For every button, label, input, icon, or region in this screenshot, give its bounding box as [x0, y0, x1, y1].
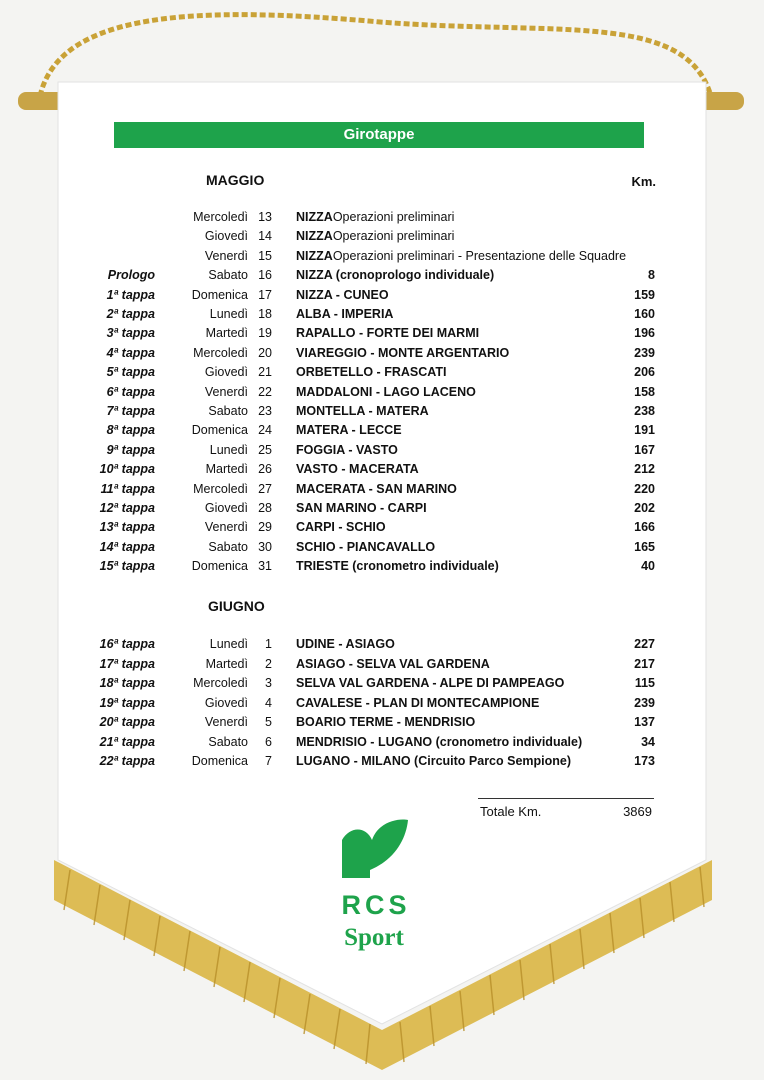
stage-label: 10ª tappa — [99, 462, 155, 477]
day-number: 14 — [258, 229, 272, 244]
route-name: CAVALESE - PLAN DI MONTECAMPIONE — [296, 695, 540, 710]
day-number: 13 — [258, 210, 272, 224]
table-row — [0, 559, 764, 578]
km-value: 191 — [634, 423, 655, 438]
route-name: SAN MARINO - CARPI — [296, 501, 427, 515]
day-number: 25 — [258, 442, 272, 457]
route-cell — [296, 248, 627, 263]
day-number: 24 — [258, 423, 272, 438]
table-row — [0, 520, 764, 539]
route-name: RAPALLO - FORTE DEI MARMI — [296, 326, 480, 341]
table-row — [0, 249, 764, 268]
stage-label: 12ª tappa — [99, 501, 155, 515]
table-row — [0, 696, 764, 715]
route-cell — [296, 423, 402, 437]
weekday: Sabato — [208, 404, 248, 418]
weekday: Domenica — [191, 287, 248, 302]
day-number: 23 — [258, 404, 272, 418]
day-number: 15 — [258, 248, 272, 263]
table-row — [0, 423, 764, 442]
route-name: CARPI - SCHIO — [296, 520, 386, 535]
stage-label: 8ª tappa — [106, 423, 155, 438]
route-description: Operazioni preliminari - Presentazione delle Squadre — [332, 248, 627, 263]
weekday: Domenica — [191, 559, 248, 574]
route-cell — [296, 696, 539, 710]
weekday: Sabato — [208, 268, 248, 283]
route-name: MONTELLA - MATERA — [296, 404, 429, 418]
header-banner: Girotappe — [114, 122, 644, 148]
table-row — [0, 735, 764, 754]
route-cell — [296, 365, 446, 379]
stage-label: 20ª tappa — [99, 715, 155, 729]
table-row — [0, 385, 764, 404]
weekday: Giovedì — [204, 695, 248, 710]
table-row — [0, 715, 764, 734]
day-number: 29 — [258, 520, 272, 535]
km-header: Km. — [631, 174, 656, 189]
table-row — [0, 482, 764, 501]
route-name: MADDALONI - LAGO LACENO — [296, 384, 476, 399]
route-cell — [296, 229, 455, 244]
route-name: FOGGIA - VASTO — [296, 442, 398, 457]
route-cell — [296, 501, 427, 515]
table-row — [0, 268, 764, 287]
stage-label: Prologo — [107, 268, 155, 283]
km-value: 34 — [641, 734, 655, 749]
weekday: Giovedì — [204, 229, 248, 244]
route-cell — [296, 559, 499, 573]
route-name: ORBETELLO - FRASCATI — [296, 365, 447, 380]
month-may: MAGGIO — [206, 172, 265, 188]
route-name: NIZZA — [296, 248, 333, 263]
route-name: SCHIO - PIANCAVALLO — [296, 539, 436, 554]
day-number: 21 — [258, 365, 272, 380]
route-name: TRIESTE (cronometro individuale) — [296, 559, 499, 574]
weekday: Domenica — [191, 423, 248, 438]
km-value: 8 — [648, 268, 655, 283]
route-name: BOARIO TERME - MENDRISIO — [296, 715, 476, 729]
stage-label: 6ª tappa — [106, 384, 155, 399]
day-number: 3 — [265, 676, 272, 690]
day-number: 31 — [258, 559, 272, 574]
table-row — [0, 462, 764, 481]
route-cell — [296, 715, 475, 729]
route-cell — [296, 326, 479, 340]
route-name: ALBA - IMPERIA — [296, 307, 394, 321]
route-name: NIZZA (cronoprologo individuale) — [296, 268, 495, 283]
logo-sport: Sport — [344, 924, 404, 951]
day-number: 17 — [258, 287, 272, 302]
day-number: 16 — [258, 268, 272, 283]
km-value: 206 — [634, 365, 655, 380]
day-number: 5 — [265, 715, 272, 729]
km-value: 173 — [634, 754, 655, 768]
route-name: VASTO - MACERATA — [296, 462, 419, 477]
route-name: VIAREGGIO - MONTE ARGENTARIO — [296, 345, 510, 360]
table-row — [0, 637, 764, 656]
route-description: Operazioni preliminari — [332, 229, 455, 244]
km-value: 159 — [634, 287, 655, 302]
table-row — [0, 229, 764, 248]
km-value: 238 — [634, 404, 655, 418]
stage-label: 13ª tappa — [99, 520, 155, 535]
route-name: LUGANO - MILANO (Circuito Parco Sempione) — [296, 754, 572, 768]
km-value: 212 — [634, 462, 655, 477]
weekday: Sabato — [208, 734, 248, 749]
table-row — [0, 404, 764, 423]
rcs-leaf-logo-icon — [340, 818, 410, 880]
day-number: 7 — [265, 754, 272, 768]
km-value: 167 — [634, 442, 655, 457]
route-cell — [296, 385, 476, 399]
stage-label: 3ª tappa — [106, 326, 155, 341]
route-cell — [296, 676, 564, 690]
weekday: Venerdì — [204, 715, 248, 729]
route-name: MACERATA - SAN MARINO — [296, 481, 457, 496]
stage-label: 5ª tappa — [106, 365, 155, 380]
weekday: Venerdì — [204, 248, 248, 263]
route-cell — [296, 268, 494, 282]
day-number: 20 — [258, 345, 272, 360]
km-value: 160 — [634, 307, 655, 321]
km-value: 239 — [634, 345, 655, 360]
route-cell — [296, 346, 509, 360]
route-name: NIZZA — [296, 210, 333, 224]
km-value: 220 — [634, 481, 655, 496]
total-label: Totale Km. — [480, 804, 542, 819]
km-value: 165 — [634, 539, 655, 554]
weekday: Domenica — [191, 754, 248, 768]
table-row — [0, 754, 764, 773]
weekday: Martedì — [205, 656, 248, 671]
day-number: 27 — [258, 481, 272, 496]
total-divider — [478, 798, 654, 799]
day-number: 26 — [258, 462, 272, 477]
km-value: 217 — [634, 656, 655, 671]
table-row — [0, 326, 764, 345]
table-row — [0, 307, 764, 326]
route-cell — [296, 637, 395, 651]
stage-label: 22ª tappa — [99, 754, 155, 768]
route-cell — [296, 482, 457, 496]
weekday: Lunedì — [209, 637, 248, 651]
route-name: UDINE - ASIAGO — [296, 637, 395, 651]
table-row — [0, 365, 764, 384]
route-cell — [296, 288, 389, 302]
route-name: ASIAGO - SELVA VAL GARDENA — [296, 656, 490, 671]
month-june: GIUGNO — [208, 598, 265, 614]
route-name: NIZZA - CUNEO — [296, 287, 389, 302]
route-cell — [296, 462, 419, 476]
stage-label: 19ª tappa — [99, 695, 155, 710]
table-row — [0, 443, 764, 462]
day-number: 28 — [258, 501, 272, 515]
table-row — [0, 540, 764, 559]
route-name: MENDRISIO - LUGANO (cronometro individuale) — [296, 734, 583, 749]
route-cell — [296, 754, 571, 768]
weekday: Giovedì — [204, 365, 248, 380]
table-row — [0, 676, 764, 695]
table-row — [0, 657, 764, 676]
weekday: Lunedì — [209, 442, 248, 457]
stage-label: 1ª tappa — [106, 287, 155, 302]
day-number: 1 — [265, 637, 272, 651]
route-name: NIZZA — [296, 229, 333, 244]
day-number: 30 — [258, 539, 272, 554]
weekday: Mercoledì — [193, 210, 248, 224]
route-cell — [296, 404, 429, 418]
stage-label: 7ª tappa — [106, 404, 155, 418]
table-row — [0, 501, 764, 520]
route-cell — [296, 540, 435, 554]
table-row — [0, 346, 764, 365]
weekday: Giovedì — [204, 501, 248, 515]
km-value: 227 — [634, 637, 655, 651]
km-value: 202 — [634, 501, 655, 515]
table-row — [0, 288, 764, 307]
route-name: MATERA - LECCE — [296, 423, 402, 438]
km-value: 158 — [634, 384, 655, 399]
km-value: 115 — [634, 676, 655, 690]
route-name: SELVA VAL GARDENA - ALPE DI PAMPEAGO — [296, 676, 565, 690]
table-row — [0, 210, 764, 229]
route-description: Operazioni preliminari — [332, 210, 455, 224]
route-cell — [296, 307, 393, 321]
weekday: Sabato — [208, 539, 248, 554]
km-value: 137 — [634, 715, 655, 729]
route-cell — [296, 443, 398, 457]
day-number: 18 — [258, 307, 272, 321]
stage-label: 16ª tappa — [99, 637, 155, 651]
stage-label: 4ª tappa — [106, 345, 155, 360]
route-cell — [296, 210, 455, 224]
route-cell — [296, 520, 386, 534]
stage-label: 14ª tappa — [99, 539, 155, 554]
stage-label: 17ª tappa — [99, 656, 155, 671]
stage-label: 11ª tappa — [100, 481, 155, 496]
stage-label: 9ª tappa — [106, 442, 155, 457]
weekday: Venerdì — [204, 384, 248, 399]
stage-label: 21ª tappa — [99, 734, 155, 749]
weekday: Martedì — [205, 326, 248, 341]
day-number: 19 — [258, 326, 272, 341]
weekday: Lunedì — [209, 307, 248, 321]
km-value: 239 — [634, 695, 655, 710]
day-number: 22 — [258, 384, 272, 399]
weekday: Martedì — [205, 462, 248, 477]
stage-label: 2ª tappa — [106, 307, 155, 321]
total-value: 3869 — [623, 804, 652, 819]
day-number: 4 — [265, 695, 272, 710]
weekday: Mercoledì — [193, 345, 248, 360]
stage-label: 18ª tappa — [99, 676, 155, 690]
weekday: Venerdì — [204, 520, 248, 535]
weekday: Mercoledì — [193, 676, 248, 690]
day-number: 6 — [265, 734, 272, 749]
stage-label: 15ª tappa — [99, 559, 155, 574]
km-value: 40 — [641, 559, 655, 574]
route-cell — [296, 735, 582, 749]
logo-rcs: RCS — [341, 890, 411, 920]
km-value: 166 — [634, 520, 655, 535]
km-value: 196 — [634, 326, 655, 341]
route-cell — [296, 657, 490, 671]
day-number: 2 — [265, 656, 272, 671]
weekday: Mercoledì — [193, 481, 248, 496]
